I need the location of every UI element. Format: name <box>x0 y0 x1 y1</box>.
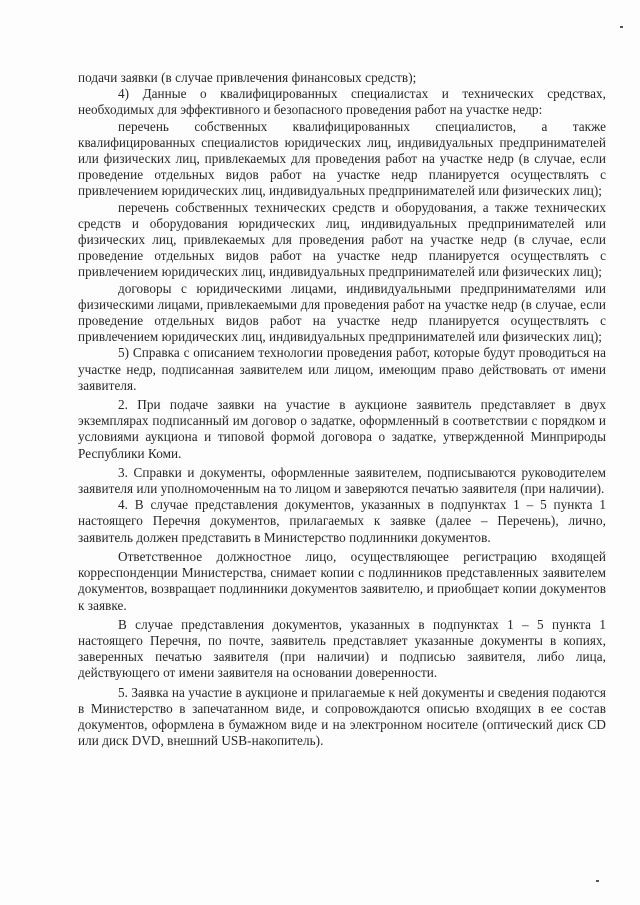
paragraph-item-4: 4) Данные о квалифицированных специалистах и технических средствах, необходимых для эффективного и безопасного проведения работ на участке недр: <box>78 86 606 118</box>
paragraph-responsible-officer: Ответственное должностное лицо, осуществляющее регистрацию входящей корреспонденции Министерства, снимает копии с подлинников представленных заявителем документов, возвращает подлинники документов заявителю, и приобщает копии документов к заявке. <box>78 548 606 613</box>
paragraph-section-3: 3. Справки и документы, оформленные заявителем, подписываются руководителем заявителя или уполномоченным на то лицом и заверяются печатью заявителя (при наличии). <box>78 464 606 497</box>
paragraph-continuation: подачи заявки (в случае привлечения финансовых средств); <box>78 70 417 85</box>
document-body <box>78 70 606 749</box>
paragraph-by-mail: В случае представления документов, указанных в подпунктах 1 – 5 пункта 1 настоящего Перечня, по почте, заявитель представляет указанные документы в копиях, заверенных печатью заявителя (при наличии) и подписью заявителя, либо лица, действующего от имени заявителя на основании доверенности. <box>78 616 606 681</box>
paragraph-equipment-list: перечень собственных технических средств и оборудования, а также технических средств и оборудования юридических лиц, индивидуальных предпринимателей или физических лиц, привлекаемых для проведения работ на участке недр (в случае, если проведение отдельных видов работ на участке недр планируется осуществлять с привлечением юридических лиц, индивидуальных предпринимателей или физических лиц); <box>78 199 606 280</box>
paragraph-item-5: 5) Справка с описанием технологии проведения работ, которые будут проводиться на участке недр, подписанная заявителем или лицом, имеющим право действовать от имени заявителя. <box>78 345 606 393</box>
paragraph-section-5: 5. Заявка на участие в аукционе и прилагаемые к ней документы и сведения подаются в Министерство в запечатанном виде, и сопровождаются описью входящих в ее состав документов, оформлена в бумажном виде и на электронном носителе (оптический диск CD или диск DVD, внешний USB-накопитель). <box>78 684 606 749</box>
paragraph-section-2: 2. При подаче заявки на участие в аукционе заявитель представляет в двух экземплярах подписанный им договор о задатке, оформленный в соответствии с порядком и условиями аукциона и типовой формой договора о задатке, утвержденной Минприроды Республики Коми. <box>78 397 606 461</box>
paragraph-specialists-list: перечень собственных квалифицированных специалистов, а также квалифицированных специалистов юридических лиц, индивидуальных предпринимателей или физических лиц, привлекаемых для проведения работ на участке недр (в случае, если проведение отдельных видов работ на участке недр планируется осуществлять с привлечением юридических лиц, индивидуальных предпринимателей или физических лиц); <box>78 118 606 199</box>
paragraph-contracts: договоры с юридическими лицами, индивидуальными предпринимателями или физическими лицами, привлекаемыми для проведения работ на участке недр (в случае, если проведение отдельных видов работ на участке недр планируется осуществлять с привлечением юридических лиц, индивидуальных предпринимателей или физических лиц); <box>78 280 606 345</box>
paragraph-section-4: 4. В случае представления документов, указанных в подпунктах 1 – 5 пункта 1 настоящего Перечня документов, прилагаемых к заявке (далее – Перечень), лично, заявитель должен представить в Министерство подлинники документов. <box>78 497 606 545</box>
scan-mark <box>596 880 599 882</box>
scan-mark <box>620 26 623 28</box>
